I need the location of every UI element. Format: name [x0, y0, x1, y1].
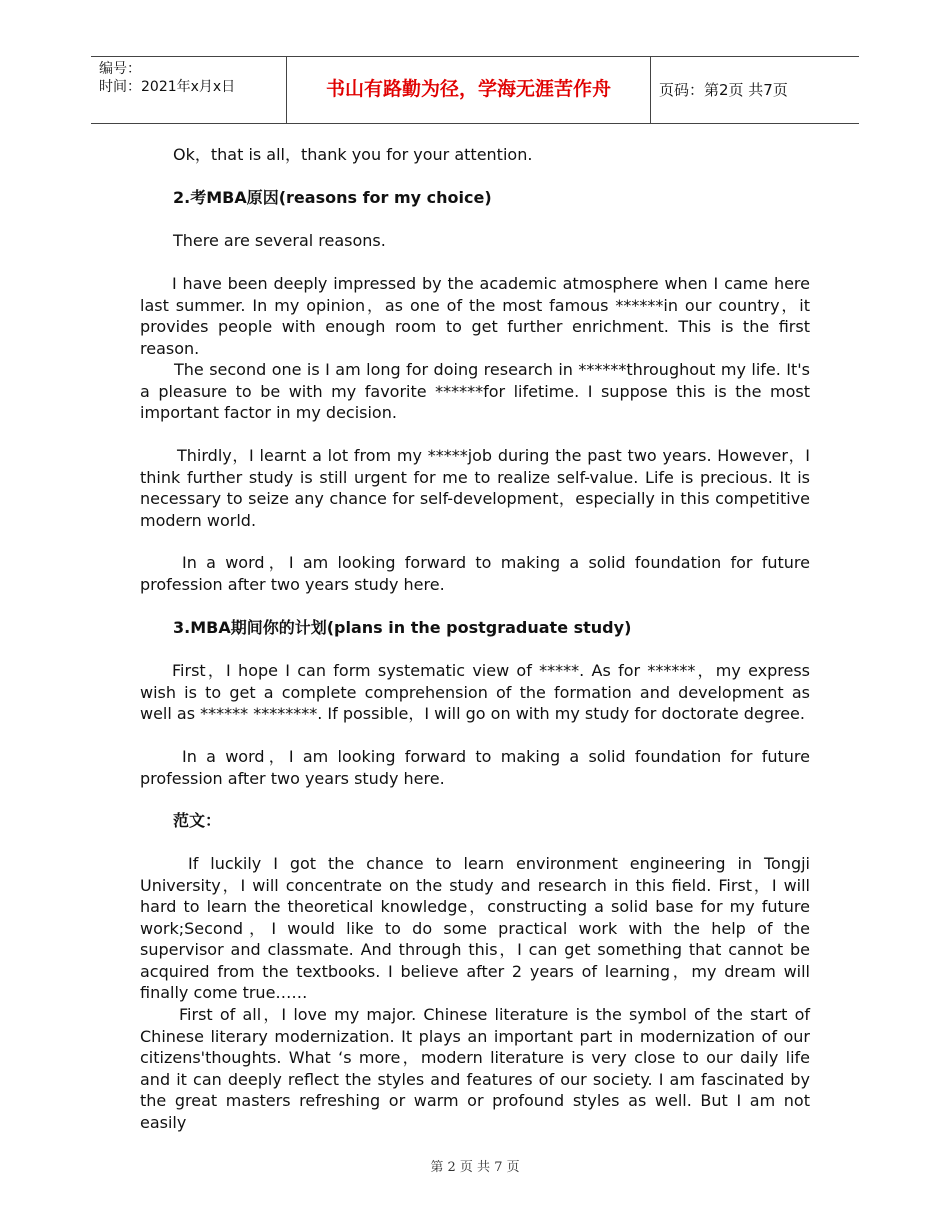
header-meta-cell [91, 57, 286, 123]
paragraph: First of all，I love my major. Chinese literature is the symbol of the start of Chinese literary modernization. It plays an important part in modernization of our citizens'thoughts. What ‘s more，modern literature is very close to our daily life and it can deeply reflect the styles and features of our society. I am fascinated by the great masters refreshing or warm or profound styles as well. But I am not easily [140, 1005, 811, 1132]
paragraph: First，I hope I can form systematic view of *****. As for ******，my express wish is to get a complete comprehension of the formation and development as well as ****** ********. If possible，I will go on with my study for doctorate degree. [140, 661, 810, 723]
document-header [91, 56, 859, 124]
paragraph: I have been deeply impressed by the academic atmosphere when I came here last summer. In my opinion，as one of the most famous ******in our country，it provides people with enough room to get further enrichment. This is the first reason. [140, 274, 810, 358]
page-info: 页码：第2页 共7页 [659, 81, 788, 99]
section-heading: 范文： [173, 811, 222, 830]
paragraph: There are several reasons. [173, 231, 386, 250]
serial-label: 编号： [99, 61, 141, 77]
time-label: 时间：2021年x月x日 [99, 79, 236, 95]
paragraph: In a word，I am looking forward to making a solid foundation for future profession after two years study here. [140, 747, 810, 788]
header-page-cell [650, 57, 859, 123]
section-heading: 3.MBA期间你的计划(plans in the postgraduate study) [173, 618, 632, 637]
motto: 书山有路勤为径，学海无涯苦作舟 [325, 78, 611, 100]
paragraph: Ok，that is all，thank you for your attention. [173, 145, 533, 164]
section-heading: 2.考MBA原因(reasons for my choice) [173, 188, 492, 207]
paragraph: If luckily I got the chance to learn environment engineering in Tongji University，I will concentrate on the study and research in this field. First，I will hard to learn the theoretical knowledge，constructing a solid base for my future work;Second，I would like to do some practical work with the help of the supervisor and classmate. And through this，I can get something that cannot be acquired from the textbooks. I believe after 2 years of learning，my dream will finally come true…… [140, 854, 810, 1002]
header-motto-cell [286, 57, 651, 123]
page-footer: 第 2 页 共 7 页 [430, 1160, 520, 1175]
paragraph: In a word，I am looking forward to making a solid foundation for future profession after two years study here. [140, 553, 810, 594]
paragraph: Thirdly，I learnt a lot from my *****job during the past two years. However，I think further study is still urgent for me to realize self-value. Life is precious. It is necessary to seize any chance for self-development，especially in this competitive modern world. [140, 446, 810, 530]
paragraph: The second one is I am long for doing research in ******throughout my life. It's a pleasure to be with my favorite ******for lifetime. I suppose this is the most important factor in my decision. [140, 360, 810, 422]
